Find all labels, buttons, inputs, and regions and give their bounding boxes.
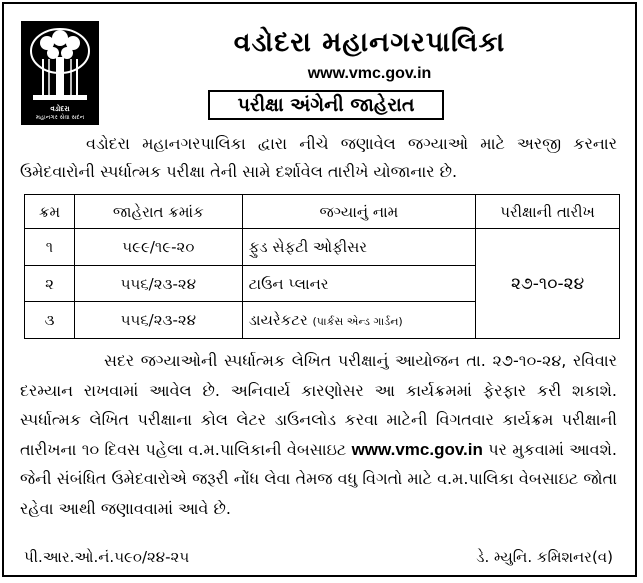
row-sr: ૨	[25, 265, 75, 302]
logo-caption-sadan: મહાનગર સેવા સદન	[35, 114, 85, 121]
header-exam-date: પરીક્ષાની તારીખ	[476, 195, 620, 229]
header-post-name: જગ્યાનું નામ	[242, 195, 475, 229]
row-sr: ૩	[25, 302, 75, 339]
body-paragraph	[20, 346, 617, 523]
body-text-part2: પર મુકવામાં આવશે. જેની સંબંધિત ઉમેદવારોએ જરૂરી નોંધ લેવા તેમજ વધુ વિગતો માટે વ.મ.પાલિકા વેબસાઇટ જોતા રહેવા આથી જણાવવામાં આવે છે.	[20, 439, 617, 518]
post-name: ડાયરેકટર	[248, 311, 308, 330]
row-post-name	[242, 302, 475, 339]
vmc-logo	[21, 21, 99, 125]
body-text-part1: સદર જગ્યાઓની સ્પર્ધાત્મક લેખિત પરીક્ષાનું આયોજન તા. ૨૭-૧૦-૨૪, રવિવાર દરમ્યાન રાખવામાં આવેલ છે. અનિવાર્ય કારણોસર આ કાર્યક્રમમાં ફેરફાર કરી શકાશે. સ્પર્ધાત્મક લેખિત પરીક્ષાના કોલ લેટર ડાઉનલોડ કરવા માટેની વિગતવાર કાર્યક્રમ પરીક્ષાની તારીખના ૧૦ દિવસ પહેલા વ.મ.પાલિકાની વેબસાઇટ	[20, 351, 617, 459]
table-row	[25, 229, 620, 266]
org-website: www.vmc.gov.in	[307, 65, 432, 82]
row-post-name	[242, 265, 475, 302]
post-name: ફુડ સેફટી ઓફીસર	[248, 238, 368, 257]
row-advt-no: ૫૫૬/૨૩-૨૪	[74, 302, 242, 339]
intro-paragraph: વડોદરા મહાનગરપાલિકા દ્વારા નીચે જણાવેલ જગ્યાઓ માટે અરજી કરનાર ઉમેદવારોની સ્પર્ધાત્મક પરીક્ષા તેની સામે દર્શાવેલ તારીખે યોજાનાર છે.	[20, 134, 617, 181]
row-sr: ૧	[25, 229, 75, 266]
pro-reference-number: પી.આર.ઓ.નં.૫૯૦/૨૪-૨૫	[24, 548, 190, 566]
banyan-tree-icon	[29, 27, 91, 103]
notice-frame	[2, 2, 637, 577]
notice-title: પરીક્ષા અંગેની જાહેરાત	[208, 90, 444, 120]
exam-schedule-table	[24, 194, 620, 339]
row-post-name	[242, 229, 475, 266]
org-title: વડોદરા મહાનગરપાલિકા	[233, 27, 506, 58]
header-sr: ક્રમ	[25, 195, 75, 229]
post-name-subtitle: (પાર્કસ એન્ડ ગાર્ડન)	[312, 315, 403, 329]
exam-date: ૨૭-૧૦-૨૪	[476, 229, 620, 339]
signatory: ડે. મ્યુનિ. કમિશનર(વ)	[476, 548, 613, 566]
body-website-link[interactable]: www.vmc.gov.in	[351, 439, 483, 459]
row-advt-no: ૫૯૯/૧૯-૨૦	[74, 229, 242, 266]
header-advt-no: જાહેરાત ક્રમાંક	[74, 195, 242, 229]
logo-caption-city: વડોદરા	[50, 105, 70, 113]
table-header-row	[25, 195, 620, 229]
post-name: ટાઉન પ્લાનર	[248, 274, 329, 293]
row-advt-no: ૫૫૬/૨૩-૨૪	[74, 265, 242, 302]
